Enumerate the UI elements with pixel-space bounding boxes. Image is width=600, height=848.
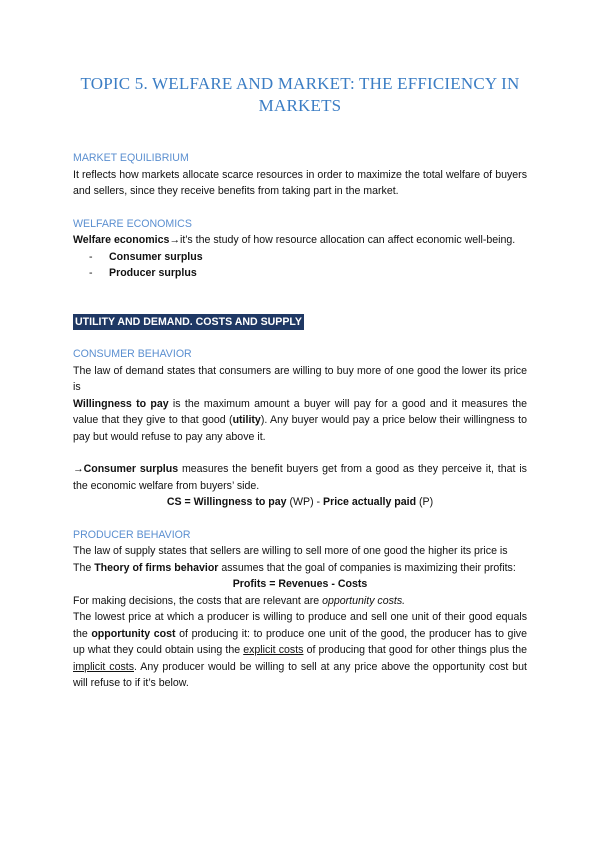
heading-producer-behavior: PRODUCER BEHAVIOR (73, 528, 191, 541)
list-item: - Consumer surplus (89, 249, 527, 266)
list-item: - Producer surplus (89, 265, 527, 282)
paragraph-law-of-supply: The law of supply states that sellers are willing to sell more of one good the higher its price is (73, 545, 508, 557)
lowest-text-3: of producing that good for other things plus the (303, 644, 528, 656)
lowest-text-2: of producing it: to produce one unit of the good, the producer has to give up what they could obtain using the (73, 627, 527, 656)
term-utility: utility (232, 414, 261, 426)
formula-cs-rhs: Price actually paid (323, 496, 417, 508)
term-implicit-costs: implicit costs (73, 660, 134, 673)
wtp-text-1: is the maximum amount a buyer will pay for a good and it measures the value that they give to that good ( (73, 397, 527, 426)
welfare-list (73, 249, 527, 282)
term-opportunity-costs: opportunity costs. (322, 594, 406, 607)
formula-profits: Profits = Revenues - Costs (232, 578, 368, 590)
paragraph-law-of-demand: The law of demand states that consumers are willing to buy more of one good the lower its price is (73, 364, 527, 393)
theory-post: assumes that the goal of companies is maximizing their profits: (218, 561, 516, 574)
heading-market-equilibrium: MARKET EQUILIBRIUM (73, 152, 189, 164)
consumer-surplus-text: measures the benefit buyers get from a good as they perceive it, that is the economic welfare from buyers’ side. (73, 463, 527, 492)
term-explicit-costs: explicit costs (243, 644, 304, 656)
formula-cs-lhs: CS = Willingness to pay (166, 496, 287, 508)
lowest-text-4: . Any producer would be willing to sell at any price above the opportunity cost but will refuse to if it’s below. (73, 660, 527, 689)
theory-pre: The (73, 561, 95, 574)
paragraph-welfare-economics (73, 232, 527, 249)
formula-cs-wp: (WP) - (286, 496, 324, 508)
section-banner: UTILITY AND DEMAND. COSTS AND SUPPLY (73, 314, 304, 331)
term-willingness-to-pay: Willingness to pay (73, 397, 169, 410)
paragraph-lowest-price (73, 609, 527, 692)
formula-consumer-surplus (73, 494, 527, 511)
arrow-symbol: → (73, 463, 84, 475)
paragraph-theory-of-firms (73, 560, 527, 577)
term-welfare-economics: Welfare economics (73, 234, 170, 246)
lowest-text-1: The lowest price at which a producer is willing to produce and sell one unit of their good equals the (73, 611, 527, 640)
page-title: TOPIC 5. WELFARE AND MARKET: THE EFFICIENCY IN MARKETS (80, 74, 520, 115)
term-opportunity-cost: opportunity cost (91, 627, 176, 640)
term-consumer-surplus: Consumer surplus (83, 463, 179, 475)
term-theory-of-firms: Theory of firms behavior (94, 561, 219, 574)
paragraph-consumer-surplus (73, 461, 527, 494)
heading-welfare-economics: WELFARE ECONOMICS (73, 217, 192, 230)
section-banner-wrapper (73, 314, 527, 331)
wtp-text-2: ). Any buyer would pay a price below their willingness to pay but would refuse to pay any above it. (73, 414, 527, 443)
paragraph-willingness-to-pay (73, 396, 527, 446)
formula-cs-p: (P) (416, 496, 434, 508)
paragraph-market-equilibrium: It reflects how markets allocate scarce resources in order to maximize the total welfare of buyers and sellers, since they receive benefits from taking part in the market. (73, 168, 527, 197)
heading-consumer-behavior: CONSUMER BEHAVIOR (73, 348, 192, 360)
decisions-pre: For making decisions, the costs that are relevant are (73, 594, 323, 607)
welfare-economics-definition: →it’s the study of how resource allocation can affect economic well-being. (169, 234, 516, 246)
paragraph-decisions (73, 593, 527, 610)
document-body (73, 150, 527, 692)
